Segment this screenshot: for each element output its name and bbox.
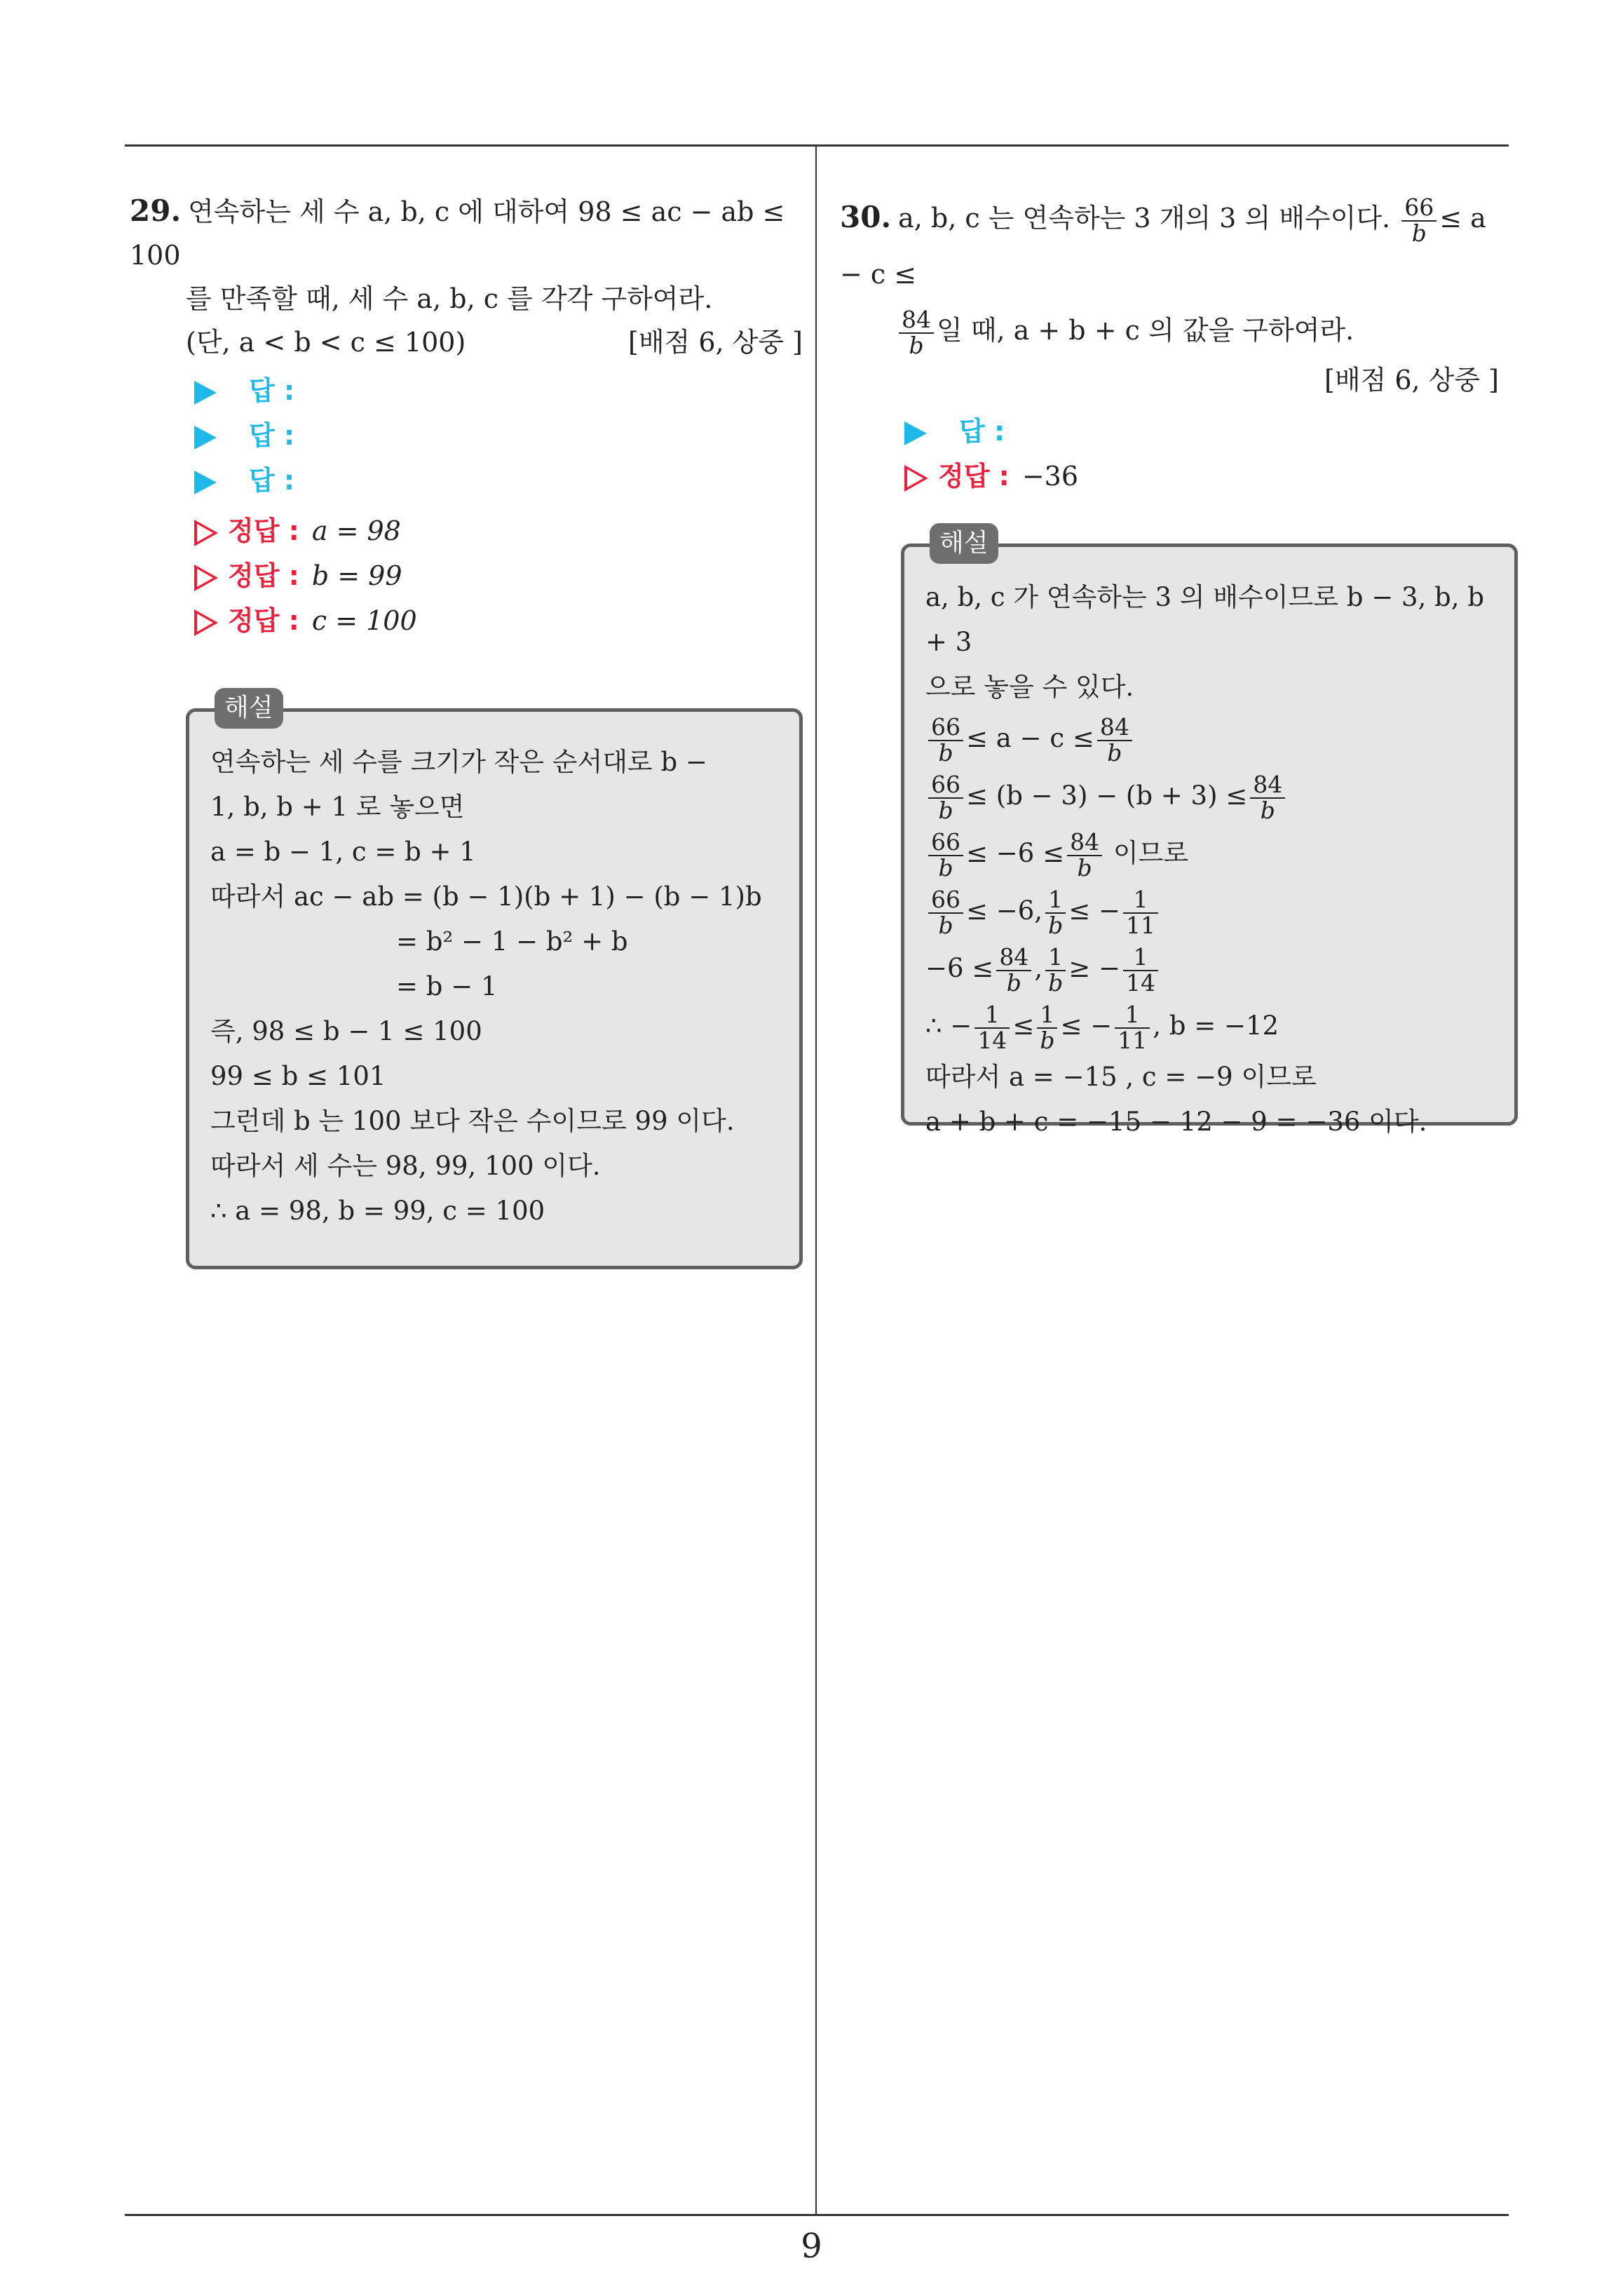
ex-text: ≥ − [1068, 953, 1120, 983]
key-value: a = 98 [311, 515, 401, 546]
key-value: −36 [1021, 461, 1079, 492]
q29-answer-blank-1[interactable] [130, 368, 803, 413]
q29-answer-blank-2[interactable] [130, 413, 803, 458]
q29-key-2 [130, 553, 803, 598]
ex-text: ∴ − [925, 1011, 972, 1041]
fraction: $\frac{84}{b}$ [1097, 715, 1132, 765]
q29-ex-line-4: 따라서 ac − ab = (b − 1)(b + 1) − (b − 1)b [210, 882, 762, 912]
q29-line1 [130, 189, 803, 277]
play-arrow-icon [194, 426, 217, 450]
q30-ex-line-10: a + b + c = −15 − 12 − 9 = −36 이다. [925, 1107, 1427, 1137]
outline-arrow-icon [194, 520, 218, 546]
fraction-84-over-b: $\frac{84}{b}$ [899, 308, 934, 358]
top-rule [125, 144, 1509, 147]
key-label: 정답 : [228, 605, 299, 636]
q30-line2 [840, 302, 1513, 358]
q29-explanation-box [186, 694, 803, 1269]
q30-explanation-box [901, 529, 1518, 1137]
q29-ex-line-3: a = b − 1, c = b + 1 [210, 837, 476, 867]
fraction: $\frac{66}{b}$ [928, 773, 963, 823]
fraction: $\frac{1}{14}$ [1123, 945, 1158, 995]
explanation-tag: 해설 [930, 523, 998, 564]
fraction: $\frac{1}{11}$ [1123, 888, 1158, 938]
outline-arrow-icon [194, 565, 218, 591]
ex-text: 이므로 [1113, 838, 1189, 868]
q29-ex-line-11: ∴ a = 98, b = 99, c = 100 [210, 1196, 545, 1226]
ex-text: ≤ (b − 3) − (b + 3) ≤ [966, 781, 1248, 811]
q30-ex-line-7 [925, 940, 1496, 997]
key-label: 정답 : [938, 461, 1010, 492]
q29-line2: 를 만족할 때, 세 수 a, b, c 를 각각 구하여라. [186, 283, 713, 314]
answer-label: 답 : [249, 375, 295, 406]
fraction: $\frac{84}{b}$ [1250, 773, 1285, 823]
q29-number: 29. [130, 194, 182, 228]
ex-text: , b = −12 [1153, 1011, 1279, 1041]
q29-ex-line-1: 연속하는 세 수를 크기가 작은 순서대로 b − [210, 747, 707, 777]
fraction: $\frac{66}{b}$ [928, 715, 963, 765]
q29-key-1 [130, 508, 803, 553]
key-label: 정답 : [228, 515, 299, 546]
q30-answer-blank[interactable] [840, 409, 1513, 454]
q29-ex-line-2: 1, b, b + 1 로 놓으면 [210, 792, 465, 822]
ex-text: ≤ −6 ≤ [966, 838, 1065, 868]
q29-points: [배점 6, 상중 ] [628, 327, 803, 358]
key-value: b = 99 [311, 560, 402, 591]
q30-points: [배점 6, 상중 ] [1324, 365, 1499, 396]
fraction: $\frac{84}{b}$ [996, 945, 1031, 995]
q30-text-2: 일 때, a + b + c 의 값을 구하여라. [937, 315, 1354, 346]
play-arrow-icon [194, 381, 217, 405]
q30-number: 30. [840, 200, 892, 234]
ex-text: −6 ≤ [925, 953, 994, 983]
q30-ex-line-4 [925, 767, 1496, 825]
q30-points-row [840, 358, 1513, 402]
q29-answer-blank-3[interactable] [130, 458, 803, 503]
outline-arrow-icon [904, 465, 928, 492]
q29-text-1: 연속하는 세 수 a, b, c 에 대하여 98 ≤ ac − ab ≤ 100 [130, 196, 785, 271]
q30-ex-line-3 [925, 710, 1496, 767]
ex-text: , [1034, 953, 1043, 983]
play-arrow-icon [194, 471, 217, 494]
answer-label: 답 : [249, 465, 295, 496]
q30-ex-line-8 [925, 997, 1496, 1055]
q29-ex-line-7: 즉, 98 ≤ b − 1 ≤ 100 [210, 1016, 482, 1046]
ex-text: ≤ − [1068, 896, 1120, 926]
play-arrow-icon [904, 421, 927, 445]
fraction: $\frac{1}{11}$ [1115, 1003, 1150, 1053]
q29-ex-line-10: 따라서 세 수는 98, 99, 100 이다. [210, 1151, 601, 1181]
fraction: $\frac{1}{14}$ [975, 1003, 1010, 1053]
q29-line3 [130, 320, 803, 364]
q29-ex-line-5: = b² − 1 − b² + b [396, 926, 628, 957]
ex-text: ≤ − [1060, 1011, 1113, 1041]
ex-text: ≤ −6, [966, 896, 1043, 926]
q30-key [840, 454, 1513, 499]
answer-label: 답 : [959, 416, 1005, 447]
ex-text: ≤ [1012, 1011, 1035, 1041]
q29-ex-line-9: 그런데 b 는 100 보다 작은 수이므로 99 이다. [210, 1106, 735, 1136]
explanation-tag: 해설 [215, 688, 283, 729]
answer-label: 답 : [249, 420, 295, 451]
outline-arrow-icon [194, 609, 218, 636]
fraction: $\frac{84}{b}$ [1067, 830, 1102, 880]
q30-line1 [840, 189, 1513, 302]
page-number: 9 [801, 2227, 822, 2266]
column-divider [815, 144, 817, 2216]
q30-ex-line-1: a, b, c 가 연속하는 3 의 배수이므로 b − 3, b, b + 3 [925, 582, 1484, 657]
key-value: c = 100 [311, 605, 417, 636]
q29-key-3 [130, 598, 803, 643]
bottom-rule [125, 2214, 1509, 2216]
fraction: $\frac{66}{b}$ [928, 830, 963, 880]
q30-ex-line-6 [925, 882, 1496, 940]
question-29 [130, 189, 803, 643]
q29-ex-line-8: 99 ≤ b ≤ 101 [210, 1061, 386, 1091]
fraction: $\frac{1}{b}$ [1045, 945, 1066, 995]
q30-text-1: a, b, c 는 연속하는 3 개의 3 의 배수이다. [898, 203, 1391, 234]
fraction: $\frac{1}{b}$ [1037, 1003, 1057, 1053]
q29-ex-line-6: = b − 1 [396, 971, 498, 1001]
fraction: $\frac{1}{b}$ [1045, 888, 1066, 938]
question-30 [840, 189, 1513, 499]
fraction: $\frac{66}{b}$ [928, 888, 963, 938]
key-label: 정답 : [228, 560, 299, 591]
q30-ex-line-5 [925, 825, 1496, 882]
q30-ex-line-2: 으로 놓을 수 있다. [925, 672, 1134, 702]
q30-ineq: ≤ a − c ≤ [840, 203, 1486, 290]
fraction-66-over-b: $\frac{66}{b}$ [1401, 196, 1437, 245]
q30-ex-line-9: 따라서 a = −15 , c = −9 이므로 [925, 1062, 1317, 1092]
q29-condition: (단, a < b < c ≤ 100) [186, 327, 466, 358]
ex-text: ≤ a − c ≤ [966, 723, 1094, 753]
